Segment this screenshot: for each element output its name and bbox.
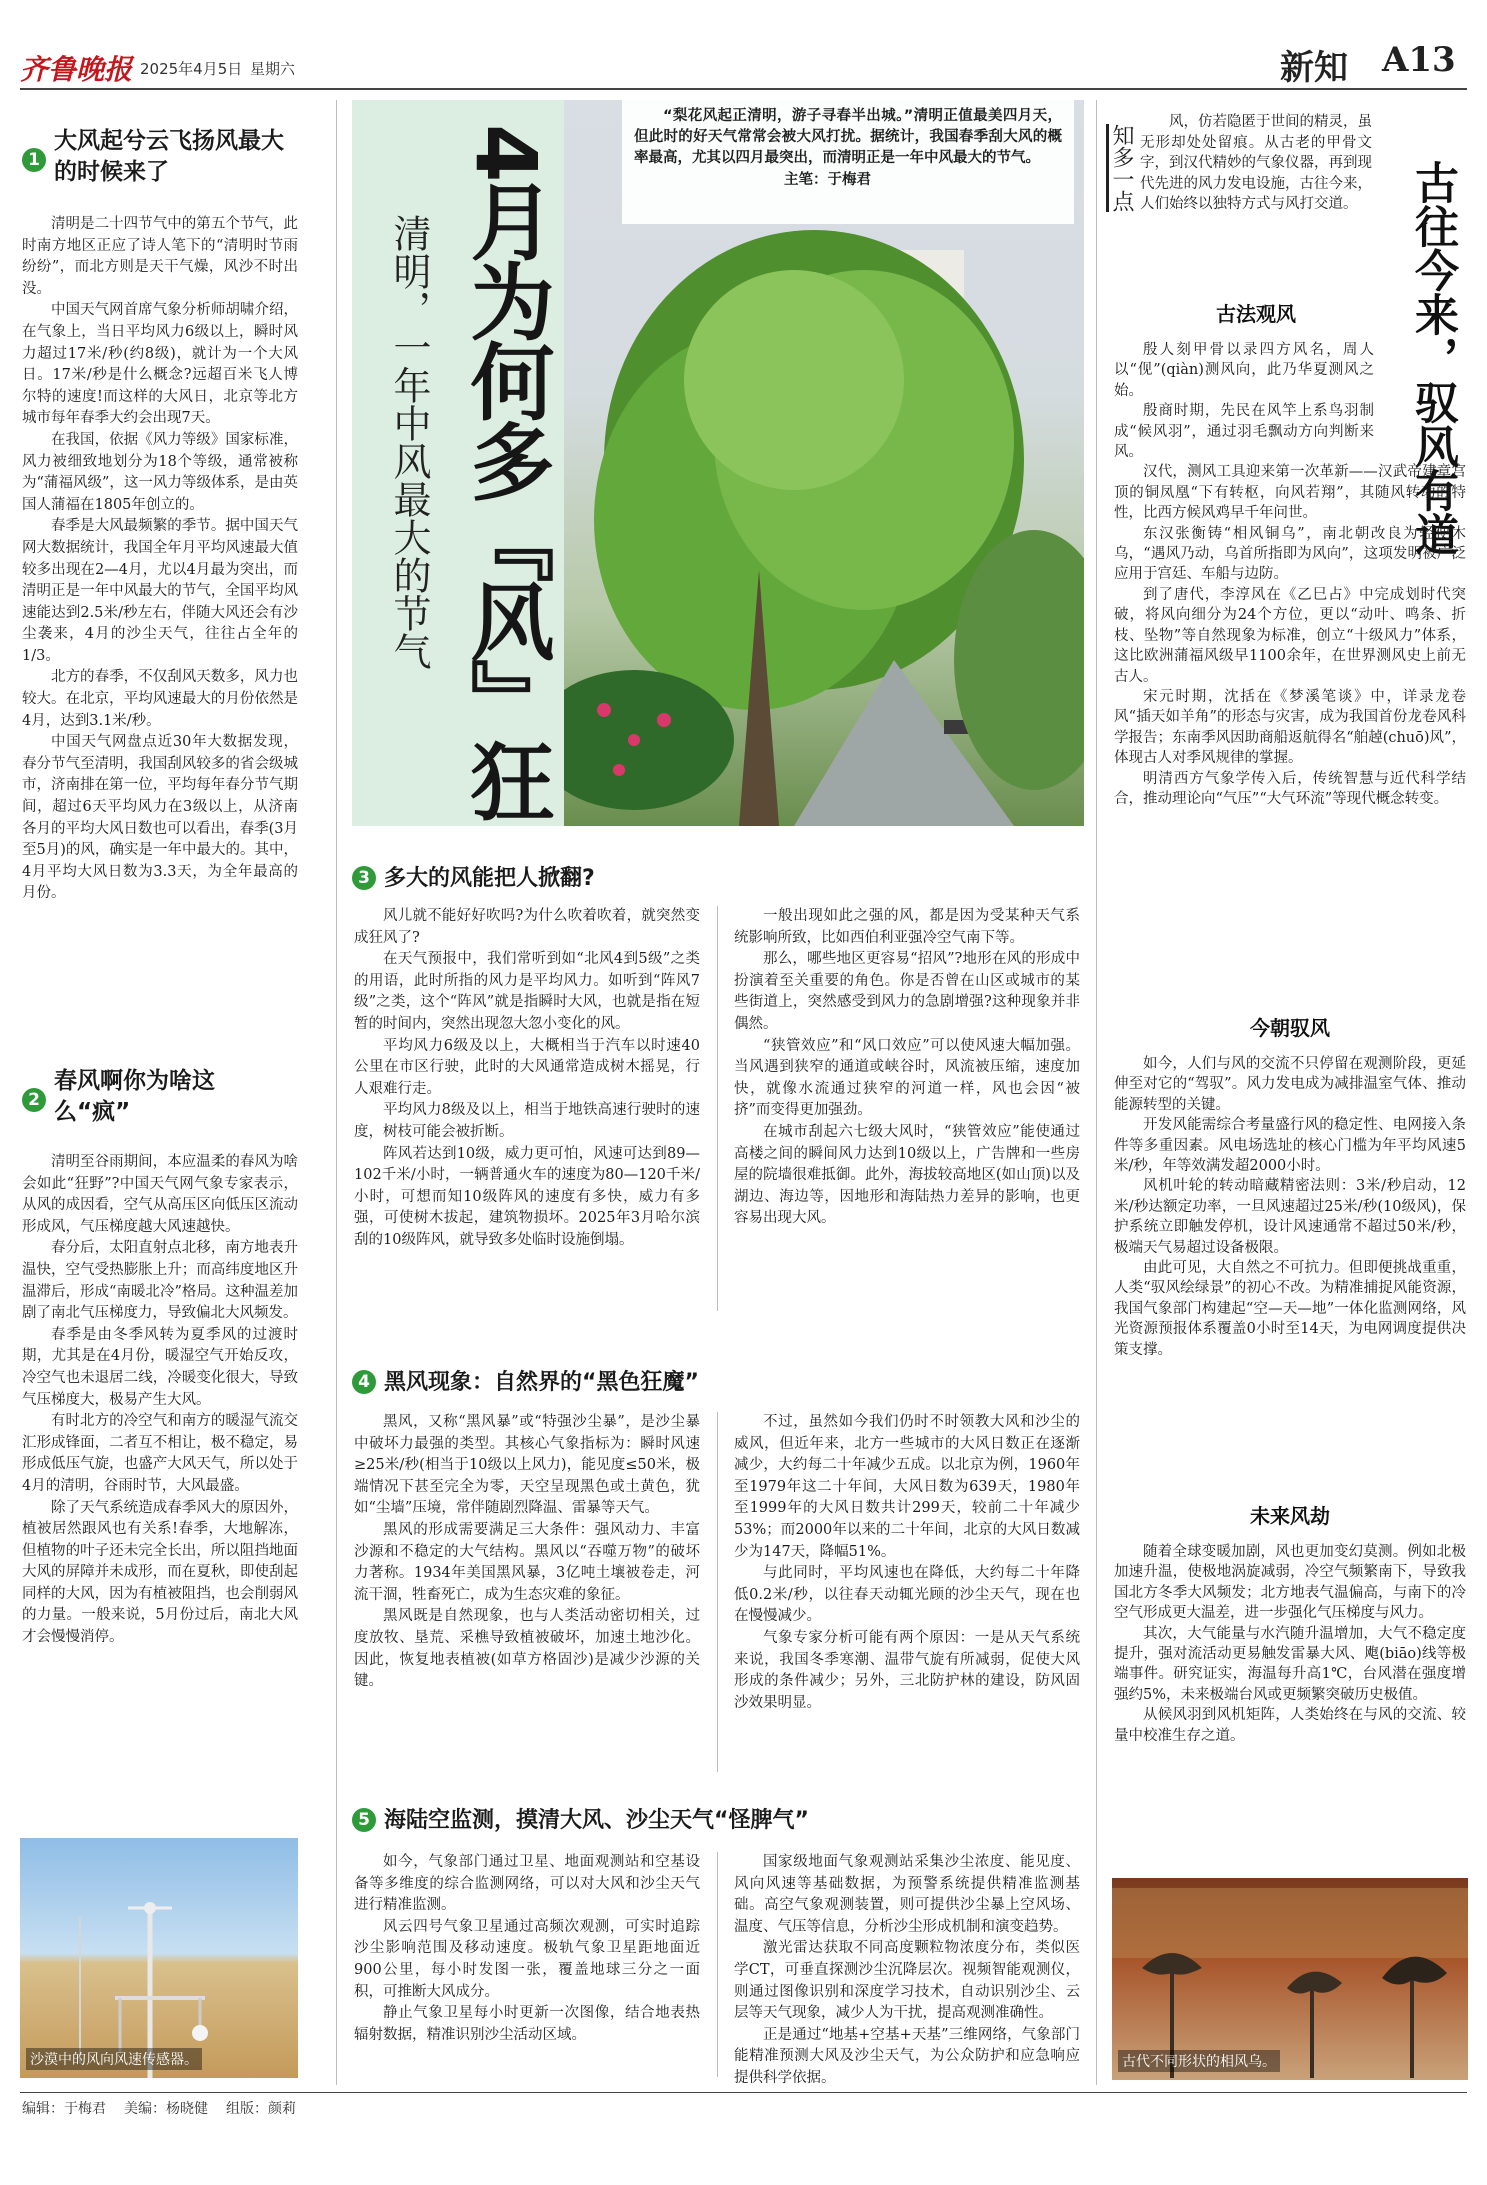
- paragraph: 正是通过“地基+空基+天基”三维网络，气象部门能精准预测大风及沙尘天气，为公众防护和应急响应提供科学依据。: [734, 2026, 1080, 2086]
- sidebar-today-body: [1114, 1054, 1466, 1360]
- paragraph: 静止气象卫星每小时更新一次图像，结合地表热辐射数据，精准识别沙尘活动区域。: [354, 2005, 700, 2043]
- section-1-title: 大风起兮云飞扬风最大的时候来了: [54, 128, 284, 185]
- paragraph: 在我国，依据《风力等级》国家标准，风力被细致地划分为18个等级，通常被称为“蒲福风级”，这一风力等级体系，是由英国人蒲福在1805年创立的。: [22, 431, 298, 513]
- section-5-body-left: [354, 1852, 700, 2046]
- issue-date: 2025年4月5日: [140, 60, 243, 78]
- paragraph: 如今，气象部门通过卫星、地面观测站和空基设备等多维度的综合监测网络，可以对大风和沙尘天气进行精准监测。: [354, 1854, 700, 1914]
- paragraph: 从候风羽到风机矩阵，人类始终在与风的交流、较量中校准生存之道。: [1114, 1707, 1466, 1744]
- section-5-number: 5: [352, 1808, 376, 1832]
- section-3-heading: [352, 866, 595, 892]
- section-3-body-left: [354, 906, 700, 1252]
- paragraph: 风云四号气象卫星通过高频次观测，可实时追踪沙尘影响范围及移动速度。极轨气象卫星距地面近900公里，每小时发图一张，覆盖地球三分之一面积，可推断大风成分。: [354, 1918, 700, 2000]
- paper-name: 齐鲁晚报: [20, 53, 133, 86]
- section-4-title: 黑风现象：自然界的“黑色狂魔”: [384, 1370, 699, 1395]
- column-divider: [717, 906, 718, 1311]
- section-5-heading: [352, 1808, 809, 1834]
- section-1-body: [22, 214, 298, 905]
- paragraph: 明清西方气象学传入后，传统智慧与近代科学结合，推动理论向“气压”“大气环流”等现代概念转变。: [1114, 770, 1466, 807]
- section-3-body-right: [734, 906, 1080, 1230]
- column-divider: [336, 100, 337, 2085]
- paragraph: 东汉张衡铸“相风铜乌”，南北朝改良为轻便木乌，“遇风乃动，乌首所指即为风向”，这项发明被广泛应用于宫廷、车船与边防。: [1114, 525, 1466, 583]
- paragraph: 气象专家分析可能有两个原因：一是从天气系统来说，我国冬季寒潮、温带气旋有所减弱，促使大风形成的条件减少；另外，三北防护林的建设，防风固沙效果明显。: [734, 1629, 1080, 1711]
- paragraph: 随着全球变暖加剧，风也更加变幻莫测。例如北极加速升温，使极地涡旋减弱，冷空气频繁南下，导致我国北方冬季大风频发；北方地表气温偏高，与南下的冷空气形成更大温差，进一步强化气压梯度与风力。: [1114, 1544, 1466, 1622]
- paragraph: 黑风，又称“黑风暴”或“特强沙尘暴”，是沙尘暴中破坏力最强的类型。其核心气象指标为：瞬时风速≥25米/秒(相当于10级以上风力)，能见度≤50米，极端情况下甚至完全为零，天空呈现黑色或土黄色，犹如“尘墙”压境，常伴随剧烈降温、雷暴等天气。: [354, 1414, 700, 1517]
- feature-intro-box: [622, 100, 1074, 224]
- paragraph: 在城市刮起六七级大风时，“狭管效应”能使通过高楼之间的瞬间风力达到10级以上，广告牌和一些房屋的院墙很难抵御。此外，海拔较高地区(如山顶)以及湖边、海边等，因地形和海陆热力差异的影响，也更容易出现大风。: [734, 1123, 1080, 1227]
- paragraph: 清明是二十四节气中的第五个节气，此时南方地区正应了诗人笔下的“清明时节雨纷纷”，而北方则是天干气燥，风沙不时出没。: [22, 216, 298, 297]
- section-5-body-right: [734, 1852, 1080, 2090]
- sidebar-ancient-body: [1114, 340, 1466, 809]
- section-4-number: 4: [352, 1370, 376, 1394]
- paragraph: 一般出现如此之强的风，都是因为受某种天气系统影响所致，比如西伯利亚强冷空气南下等。: [734, 908, 1080, 946]
- caption-ancient: 古代不同形状的相风乌。: [1118, 2050, 1280, 2072]
- paragraph: 中国天气网首席气象分析师胡啸介绍，在气象上，当日平均风力6级以上，瞬时风力超过17米/秒(约8级)，就计为一个大风日。17米/秒是什么概念?远超百米飞人博尔特的速度!而这样的大风日，北京等北方城市每年春季大约会出现7天。: [22, 302, 298, 427]
- feature-title: 4月为何多『风』狂: [457, 124, 555, 819]
- issue-weekday: 星期六: [250, 60, 296, 78]
- section-name: 新知: [1280, 48, 1348, 88]
- section-4-body-left: [354, 1412, 700, 1693]
- paragraph: 汉代，测风工具迎来第一次革新——汉武帝建章宫顶的铜凤凰“下有转枢，向风若翔”，其随风转动的特性，比西方候风鸡早千年问世。: [1114, 464, 1466, 522]
- section-2-body: [22, 1152, 298, 1649]
- feature-subtitle: 清明，一年中风最大的节气: [387, 214, 431, 670]
- footer-credits: [22, 2098, 296, 2118]
- paragraph: 北方的春季，不仅刮风天数多，风力也较大。在北京，平均风速最大的月份依然是4月，达到3.1米/秒。: [22, 669, 298, 729]
- paragraph: 春季是大风最频繁的季节。据中国天气网大数据统计，我国全年月平均风速最大值较多出现在2—4月，尤以4月最为突出，而清明正是一年中风最大的节气，全国平均风速能达到2.5米/秒左右，伴随大风还会有沙尘袭来，4月的沙尘天气，往往占全年的1/3。: [22, 518, 298, 664]
- paragraph: 风机叶轮的转动暗藏精密法则：3米/秒启动，12米/秒达额定功率，一旦风速超过25米/秒(10级风)，保护系统立即触发停机，设计风速通常不超过50米/秒，极端天气易超过设备极限。: [1114, 1178, 1466, 1256]
- column-divider: [1096, 100, 1097, 2085]
- paragraph: 开发风能需综合考量盛行风的稳定性、电网接入条件等多重因素。风电场选址的核心门槛为年平均风速5米/秒，年等效满发超2000小时。: [1114, 1117, 1466, 1175]
- caption-desert: 沙漠中的风向风速传感器。: [26, 2048, 202, 2070]
- desert-sensor-photo: [20, 1838, 298, 2078]
- masthead-rule: [20, 88, 1467, 90]
- masthead: [0, 0, 1487, 90]
- column-tag: 知多一点: [1106, 124, 1134, 212]
- footer-proof: 组版：颜莉: [226, 2101, 296, 2117]
- section-2-title: 春风啊你为啥这么“疯”: [54, 1068, 215, 1125]
- paragraph: 中国天气网盘点近30年大数据发现，春分节气至清明，我国刮风较多的省会级城市，济南排在第一位，平均每年春分节气期间，超过6天平均风力在3级以上，从济南各月的平均大风日数也可以看出，春季(3月至5月)的风，确实是一年中最大的。其中，4月平均大风日数为3.3天，为全年最高的月份。: [22, 734, 298, 902]
- paragraph: 春季是由冬季风转为夏季风的过渡时期，尤其是在4月份，暖湿空气开始反攻，冷空气也未退居二线，冷暖变化很大，导致气压梯度大，极易产生大风。: [22, 1326, 298, 1408]
- column-divider: [717, 1852, 718, 2077]
- paragraph: 在天气预报中，我们常听到如“北风4到5级”之类的用语，此时所指的风力是平均风力。如听到“阵风7级”之类，这个“阵风”就是指瞬时大风，也就是指在短暂的时间内，突然出现忽大忽小变化的风。: [354, 951, 700, 1032]
- paragraph: 黑风既是自然现象，也与人类活动密切相关，过度放牧、垦荒、采樵导致植被破坏，加速土地沙化。因此，恢复地表植被(如草方格固沙)是减少沙源的关键。: [354, 1608, 700, 1690]
- footer-designer: 美编：杨晓健: [124, 2101, 208, 2117]
- sidebar-future-body: [1114, 1542, 1466, 1746]
- footer-rule: [20, 2092, 1467, 2093]
- paragraph: 那么，哪些地区更容易“招风”?地形在风的形成中扮演着至关重要的角色。你是否曾在山区或城市的某些街道上，突然感受到风力的急剧增强?这种现象并非偶然。: [734, 951, 1080, 1032]
- paragraph: 风儿就不能好好吹吗?为什么吹着吹着，就突然变成狂风了?: [354, 908, 700, 946]
- paragraph: 风，仿若隐匿于世间的精灵，虽无形却处处留痕。从古老的甲骨文字，到汉代精妙的气象仪器，再到现代先进的风力发电设施，古往今来，人们始终以独特方式与风打交道。: [1140, 114, 1372, 212]
- paragraph: 殷人刻甲骨以录四方风名，周人以“伣”(qiàn)测风向，此乃华夏测风之始。: [1114, 342, 1374, 399]
- section-5-title: 海陆空监测，摸清大风、沙尘天气“怪脾气”: [384, 1808, 809, 1833]
- paragraph: 由此可见，大自然之不可抗力。但即便挑战重重，人类“驭风绘绿景”的初心不改。为精准捕捉风能资源，我国气象部门构建起“空—天—地”一体化监测网络，风光资源预报体系覆盖0小时至14天，为电网调度提供决策支撑。: [1114, 1260, 1466, 1358]
- sidebar-heading-future: 未来风劫: [1250, 1504, 1330, 1528]
- section-1-number: 1: [22, 148, 46, 172]
- section-3-title: 多大的风能把人掀翻?: [384, 866, 595, 891]
- paragraph: 平均风力8级及以上，相当于地铁高速行驶时的速度，树枝可能会被折断。: [354, 1102, 700, 1140]
- feature-intro: “梨花风起正清明，游子寻春半出城。”清明正值最美四月天，但此时的好天气常常会被大风打扰。据统计，我国春季刮大风的概率最高，尤其以四月最突出，而清明正是一年中风最大的节气。: [634, 108, 1062, 166]
- footer-editor: 编辑：于梅君: [22, 2101, 106, 2117]
- sidebar-heading-ancient: 古法观风: [1216, 302, 1296, 326]
- sidebar-title: 古往今来，驭风有道: [1407, 160, 1458, 556]
- paragraph: 不过，虽然如今我们仍时不时领教大风和沙尘的威风，但近年来，北方一些城市的大风日数正在逐渐减少，大约每二十年减少五成。以北京为例，1960年至1979年这二十年间，大风日数为639天，1980年至1999年的大风日数共计299天，较前二十年减少53%；而2000年以来的二十年间，北京的大风日数减少为147天，降幅51%。: [734, 1414, 1080, 1560]
- paragraph: 除了天气系统造成春季风大的原因外，植被居然跟风也有关系!春季，大地解冻，但植物的叶子还未完全长出，所以阻挡地面大风的屏障并未成形，而在夏秋，即使刮起同样的大风，因为有植被阻挡，也会削弱风的力量。一般来说，5月份过后，南北大风才会慢慢消停。: [22, 1499, 298, 1646]
- paragraph: 清明至谷雨期间，本应温柔的春风为啥会如此“狂野”?中国天气网气象专家表示，从风的成因看，空气从高压区向低压区流动形成风，气压梯度越大风速越快。: [22, 1154, 298, 1235]
- paragraph: “狭管效应”和“风口效应”可以使风速大幅加强。当风遇到狭窄的通道或峡谷时，风流被压缩，速度加快，就像水流通过狭窄的河道一样，风也会因“被挤”而变得更加强劲。: [734, 1037, 1080, 1119]
- section-2-number: 2: [22, 1088, 46, 1112]
- paragraph: 激光雷达获取不同高度颗粒物浓度分布，类似医学CT，可垂直探测沙尘沉降层次。视频智能观测仪，则通过图像识别和深度学习技术，自动识别沙尘、云层等天气现象，减少人为干扰，提高观测准确性。: [734, 1940, 1080, 2022]
- page-number: A13: [1382, 40, 1456, 80]
- paragraph: 有时北方的冷空气和南方的暖湿气流交汇形成锋面，二者互不相让，极不稳定，易形成低压气旋，也盛产大风天气，所以处于4月的清明，谷雨时节，大风最盛。: [22, 1413, 298, 1494]
- sidebar-intro: [1140, 112, 1372, 215]
- section-4-heading: [352, 1370, 699, 1396]
- section-1-heading: [22, 126, 322, 188]
- sidebar-heading-today: 今朝驭风: [1250, 1016, 1330, 1040]
- section-2-heading: [22, 1066, 322, 1128]
- paragraph: 黑风的形成需要满足三大条件：强风动力、丰富沙源和不稳定的大气结构。黑风以“吞噬万物”的破坏力著称。1934年美国黑风暴，3亿吨土壤被卷走，河流干涸，牲畜死亡，成为生态灾难的象征。: [354, 1521, 700, 1603]
- paragraph: 国家级地面气象观测站采集沙尘浓度、能见度、风向风速等基础数据，为预警系统提供精准监测基础。高空气象观测装置，则可提供沙尘暴上空风场、温度、气压等信息，分析沙尘形成机制和演变趋势。: [734, 1854, 1080, 1935]
- paragraph: 到了唐代，李淳风在《乙巳占》中完成划时代突破，将风向细分为24个方位，更以“动叶、鸣条、折枝、坠物”等自然现象为标准，创立“十级风力”体系，这比欧洲蒲福风级早1100余年，在世界测风史上前无古人。: [1114, 586, 1466, 685]
- feature-byline: 主笔：于梅君: [784, 172, 871, 188]
- paragraph: 其次，大气能量与水汽随升温增加，大气不稳定度提升，强对流活动更易触发雷暴大风、飑(biāo)线等极端事件。研究证实，海温每升高1℃，台风潜在强度增强约5%，未来极端台风或更频繁突破历史极值。: [1114, 1625, 1466, 1703]
- section-4-body-right: [734, 1412, 1080, 1714]
- paragraph: 殷商时期，先民在风竿上系鸟羽制成“候风羽”，通过羽毛飘动方向判断来风。: [1114, 403, 1374, 461]
- paragraph: 与此同时，平均风速也在降低，大约每二十年降低0.2米/秒，以往春天动辄光顾的沙尘天气，现在也在慢慢减少。: [734, 1565, 1080, 1625]
- paragraph: 平均风力6级及以上，大概相当于汽车以时速40公里在市区行驶，此时的大风通常造成树木摇晃，行人艰难行走。: [354, 1037, 700, 1097]
- column-divider: [717, 1412, 718, 1772]
- paragraph: 宋元时期，沈括在《梦溪笔谈》中，详录龙卷风“插天如羊角”的形态与灾害，成为我国首份龙卷风科学报告；东南季风因助商船返航得名“舶趠(chuō)风”，体现古人对季风规律的掌握。: [1114, 688, 1466, 767]
- paragraph: 阵风若达到10级，威力更可怕，风速可达到89—102千米/小时，一辆普通火车的速度为80—120千米/小时，可想而知10级阵风的速度有多快，威力有多强，可使树木拔起，建筑物损坏。2025年3月哈尔滨刮的10级阵风，就导致多处临时设施倒塌。: [354, 1145, 700, 1248]
- paragraph: 如今，人们与风的交流不只停留在观测阶段，更延伸至对它的“驾驭”。风力发电成为减排温室气体、推动能源转型的关键。: [1114, 1056, 1466, 1113]
- paragraph: 春分后，太阳直射点北移，南方地表升温快，空气受热膨胀上升；而高纬度地区升温滞后，形成“南暖北冷”格局。这种温差加剧了南北气压梯度力，导致偏北大风频发。: [22, 1240, 298, 1322]
- section-3-number: 3: [352, 866, 376, 890]
- wind-sensor-icon: [20, 1838, 298, 2078]
